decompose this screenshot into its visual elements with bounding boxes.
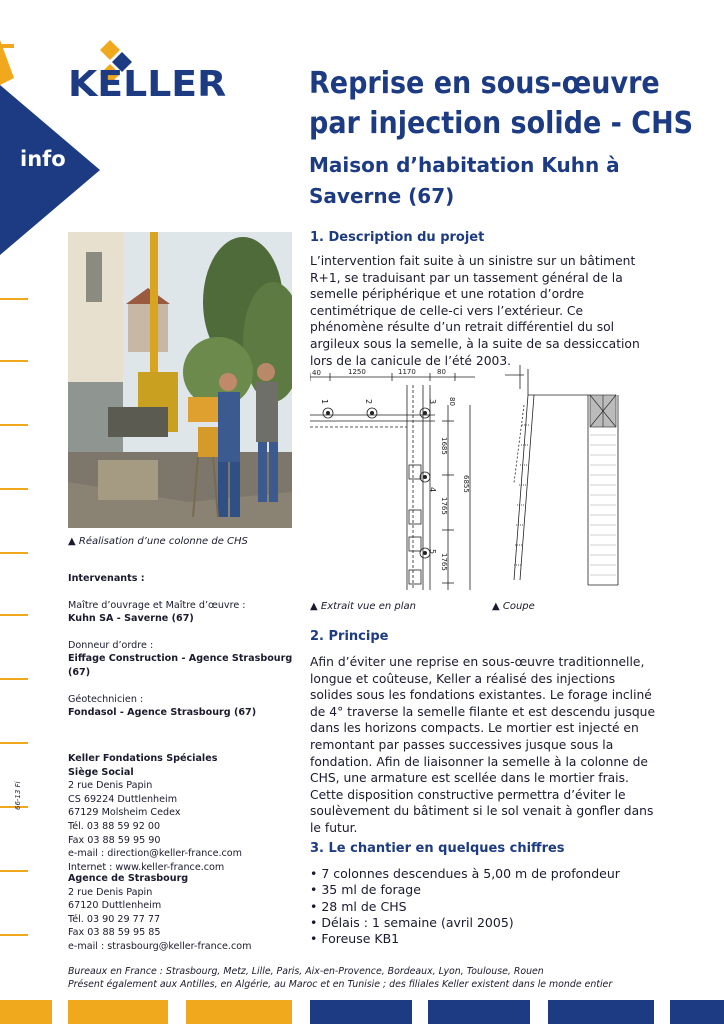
title-line-2: par injection solide - CHS (309, 106, 694, 141)
color-bar (68, 1000, 168, 1024)
photo-caption: ▲ Réalisation d’une colonne de CHS (68, 536, 248, 547)
geo-label: Géotechnicien : (68, 693, 144, 705)
plan-dim-1765: 1765 (440, 497, 448, 515)
moa-label: Maître d’ouvrage et Maître d’œuvre : (68, 599, 246, 611)
donneur-value: Eiffage Construction - Agence Strasbourg (67) (68, 653, 293, 678)
plan-point-1: 1 (320, 399, 329, 405)
color-bar (428, 1000, 530, 1024)
color-bar (0, 1000, 52, 1024)
color-bar (186, 1000, 292, 1024)
intervenants-block (68, 572, 303, 720)
site-photo (68, 232, 292, 528)
edge-tick (0, 934, 28, 936)
section-heading-chiffres: 3. Le chantier en quelques chiffres (310, 841, 565, 856)
moa-value: Kuhn SA - Saverne (67) (68, 613, 194, 625)
address-line: 67120 Duttlenheim (68, 900, 162, 912)
edge-tick (0, 360, 28, 362)
coupe-caption: ▲ Coupe (492, 601, 535, 612)
edge-tick (0, 488, 28, 490)
address-line: 2 rue Denis Papin (68, 780, 153, 792)
coupe-drawing (500, 365, 630, 590)
company-name: Keller Fondations Spéciales (68, 753, 218, 764)
edge-tick (0, 44, 14, 48)
geo-value: Fondasol - Agence Strasbourg (67) (68, 707, 257, 719)
section-text-principe: Afin d’éviter une reprise en sous-œuvre traditionnelle, longue et coûteuse, Keller a réalisé des injections solides sous les fondations existantes. Le forage incliné de 4° traverse la semelle filante et est descendu jusque dans les horizons compacts. Le mortier est injecté en remontant par passes successives jusque sous la fondation. Afin de liaisonner la semelle à la colonne de CHS, une armature est scellée dans le mortier frais. Cette disposition constructive permettra d’éviter le soulèvement du bâtiment si le sol venait à gonfler dans le futur. (310, 655, 656, 835)
title-line-1: Reprise en sous-œuvre (309, 66, 660, 101)
fax: Fax 03 88 59 95 85 (68, 927, 161, 939)
bottom-color-bars (0, 1000, 724, 1024)
subtitle-line-2: Saverne (67) (309, 184, 455, 208)
plan-dim-1765: 1765 (440, 553, 448, 571)
keller-logo: KELLER (68, 64, 227, 105)
donneur-label: Donneur d’ordre : (68, 639, 154, 651)
intervenants-heading: Intervenants : (68, 573, 145, 584)
plan-drawing (310, 365, 490, 595)
plan-dim-40: 40 (312, 369, 321, 377)
plan-dim-6855: 6855 (462, 475, 470, 493)
edge-tick (0, 424, 28, 426)
info-label: info (20, 147, 66, 171)
color-bar (670, 1000, 724, 1024)
section-heading-description: 1. Description du projet (310, 230, 485, 245)
contacts-block (68, 752, 303, 874)
agence-title: Agence de Strasbourg (68, 873, 189, 884)
fax: Fax 03 88 59 95 90 (68, 834, 161, 846)
color-bar (548, 1000, 654, 1024)
email-link[interactable]: e-mail : direction@keller-france.com (68, 848, 243, 860)
list-item: • Foreuse KB1 (310, 931, 660, 947)
footer-line-2: Présent également aux Antilles, en Algérie, au Maroc et en Tunisie ; des filiales Keller existent dans le monde entier (68, 979, 613, 990)
agence-block (68, 872, 303, 954)
plan-dim-80: 80 (437, 368, 446, 376)
plan-point-5: 5 (428, 549, 437, 555)
edge-tick (0, 870, 28, 872)
color-bar (310, 1000, 412, 1024)
website-link[interactable]: Internet : www.keller-france.com (68, 861, 225, 873)
list-item: • 35 ml de forage (310, 882, 660, 898)
list-item: • 7 colonnes descendues à 5,00 m de profondeur (310, 866, 660, 882)
plan-dim-1685: 1685 (440, 437, 448, 455)
chiffres-list (310, 866, 660, 947)
list-item: • Délais : 1 semaine (avril 2005) (310, 915, 660, 931)
subtitle-line-1: Maison d’habitation Kuhn à (309, 153, 620, 177)
list-item: • 28 ml de CHS (310, 899, 660, 915)
plan-dim-1170: 1170 (398, 368, 416, 376)
section-text-description: L’intervention fait suite à un sinistre sur un bâtiment R+1, se traduisant par un tassement général de la semelle périphérique et une rotation d’ordre centimétrique de celle-ci vers l’extérieur. Ce phénomène résulte d’un retrait différentiel du sol argileux sous la semelle, à la suite de sa dessiccation lors de la canicule de l’été 2003. (310, 254, 640, 368)
plan-point-2: 2 (364, 399, 373, 405)
hq-label: Siège Social (68, 766, 134, 778)
edge-tick (0, 552, 28, 554)
address-line: 67129 Molsheim Cedex (68, 807, 181, 819)
section-heading-principe: 2. Principe (310, 629, 389, 644)
plan-point-4: 4 (428, 487, 437, 493)
page-title (309, 64, 709, 144)
edge-tick (0, 614, 28, 616)
edge-tick (0, 298, 28, 300)
plan-dim-80-vertical: 80 (448, 397, 456, 406)
page-subtitle (309, 150, 709, 212)
address-line: 2 rue Denis Papin (68, 886, 153, 898)
edge-tick (0, 742, 28, 744)
phone: Tél. 03 90 29 77 77 (68, 913, 161, 925)
plan-point-3: 3 (428, 399, 437, 405)
plan-dim-1250: 1250 (348, 368, 366, 376)
phone: Tél. 03 88 59 92 00 (68, 820, 161, 832)
email-link[interactable]: e-mail : strasbourg@keller-france.com (68, 940, 252, 952)
edge-tick (0, 678, 28, 680)
document-reference: 66-13 Fi (14, 781, 22, 810)
footer (68, 965, 708, 991)
address-line: CS 69224 Duttlenheim (68, 793, 178, 805)
footer-line-1: Bureaux en France : Strasbourg, Metz, Lille, Paris, Aix-en-Provence, Bordeaux, Lyon, Toulouse, Rouen (68, 966, 544, 977)
plan-caption: ▲ Extrait vue en plan (310, 601, 416, 612)
